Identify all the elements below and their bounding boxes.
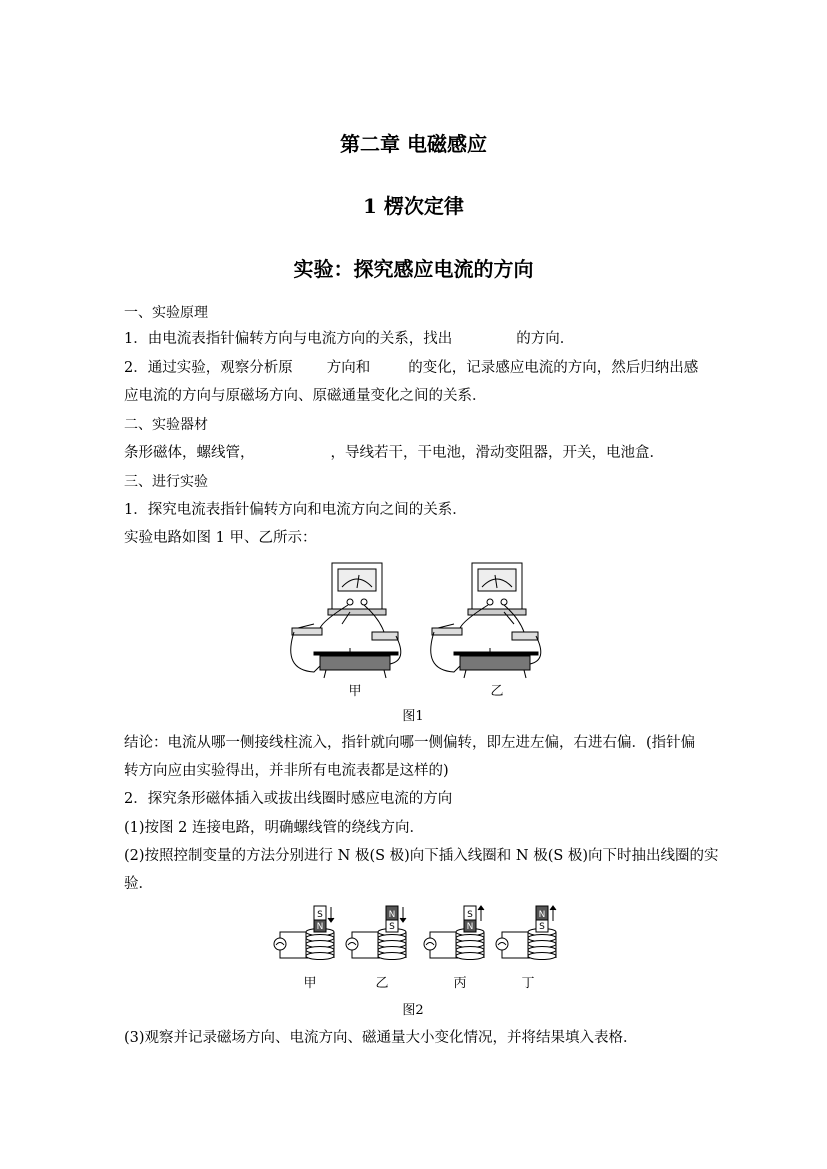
- procedure-step-2: 2．探究条形磁体插入或拔出线圈时感应电流的方向: [124, 791, 453, 807]
- figure-1-caption: 图1: [402, 709, 424, 724]
- figure-2: [268, 902, 564, 968]
- magnet-bottom-pole: S: [539, 922, 545, 932]
- principle-item-2-part-3: 的变化，记录感应电流的方向，然后归纳出感: [408, 360, 699, 376]
- figure-2-setup-4: [496, 906, 556, 960]
- figure-1-circuit-b: [431, 563, 541, 678]
- arrow-up-icon: [478, 906, 484, 921]
- figure-1-label-b: 乙: [490, 684, 504, 699]
- coil: [378, 929, 406, 960]
- bar-magnet: [314, 906, 326, 932]
- bar-magnet: [386, 906, 398, 932]
- procedure-heading: 三、进行实验: [124, 474, 208, 490]
- magnet-bottom-pole: S: [389, 922, 395, 932]
- figure-1-circuit-a: [291, 563, 401, 678]
- coil: [456, 929, 484, 960]
- conclusion-line-1: 结论：电流从哪一侧接线柱流入，指针就向哪一侧偏转，即左进左偏，右进右偏．(指针偏: [124, 735, 696, 751]
- sub-step-3: (3)观察并记录磁场方向、电流方向、磁通量大小变化情况，并将结果填入表格．: [124, 1030, 638, 1046]
- magnet-top-pole: S: [467, 910, 473, 920]
- sub-step-1: (1)按图 2 连接电路，明确螺线管的绕线方向．: [124, 820, 424, 836]
- figure-2-setup-3: [424, 906, 484, 960]
- magnet-top-pole: S: [317, 910, 323, 920]
- figure-2-setup-2: [346, 906, 406, 960]
- experiment-title: 实验：探究感应电流的方向: [293, 257, 534, 281]
- magnet-bottom-pole: N: [466, 922, 474, 932]
- equipment-heading: 二、实验器材: [124, 417, 208, 433]
- sub-step-2-line-2: 验．: [124, 876, 153, 892]
- equipment-line-before: 条形磁体，螺线管，: [124, 445, 255, 461]
- bar-magnet: [536, 906, 548, 932]
- procedure-step-1: 1．探究电流表指针偏转方向和电流方向之间的关系．: [124, 502, 467, 518]
- figure-2-label-c: 丙: [453, 976, 467, 991]
- principle-item-1-before: 1．由电流表指针偏转方向与电流方向的关系，找出: [124, 331, 453, 347]
- principle-item-2-line-2: 应电流的方向与原磁场方向、原磁通量变化之间的关系．: [124, 388, 487, 404]
- galvanometer-icon: [496, 938, 508, 950]
- equipment-line-after: ，导线若干，干电池，滑动变阻器，开关，电池盒．: [330, 445, 664, 461]
- magnet-top-pole: N: [538, 910, 546, 920]
- arrow-down-icon: [328, 907, 334, 922]
- figure-2-label-a: 甲: [303, 976, 317, 991]
- chapter-title: 第二章 电磁感应: [340, 132, 487, 156]
- sub-step-2-line-1: (2)按照控制变量的方法分别进行 N 极(S 极)向下插入线圈和 N 极(S 极)向下时抽出线圈的实: [124, 848, 719, 864]
- figure-2-label-b: 乙: [375, 976, 389, 991]
- figure-2-label-d: 丁: [521, 976, 535, 991]
- circuit-line: 实验电路如图 1 甲、乙所示：: [124, 530, 317, 546]
- magnet-bottom-pole: N: [316, 922, 324, 932]
- principle-item-1: [124, 329, 574, 349]
- figure-2-caption: 图2: [402, 1003, 424, 1018]
- galvanometer-icon: [424, 938, 436, 950]
- principle-item-2: [124, 358, 698, 378]
- bar-magnet: [464, 906, 476, 932]
- magnet-top-pole: N: [388, 910, 396, 920]
- figure-1: [284, 560, 546, 700]
- arrow-down-icon: [400, 907, 406, 922]
- galvanometer-icon: [346, 938, 358, 950]
- coil: [306, 929, 334, 960]
- coil: [528, 929, 556, 960]
- conclusion-line-2: 转方向应由实验得出，并非所有电流表都是这样的): [124, 763, 449, 779]
- equipment-line: [124, 443, 664, 463]
- galvanometer-icon: [274, 938, 286, 950]
- arrow-up-icon: [550, 906, 556, 921]
- figure-2-setup-1: [274, 906, 334, 960]
- principle-item-2-part-2: 方向和: [326, 360, 371, 376]
- principle-heading: 一、实验原理: [124, 305, 208, 321]
- section-title: 1 楞次定律: [363, 194, 464, 218]
- principle-item-2-part-1: 2．通过实验，观察分析原: [124, 360, 293, 376]
- principle-item-1-after: 的方向．: [516, 331, 575, 347]
- figure-1-label-a: 甲: [348, 684, 362, 699]
